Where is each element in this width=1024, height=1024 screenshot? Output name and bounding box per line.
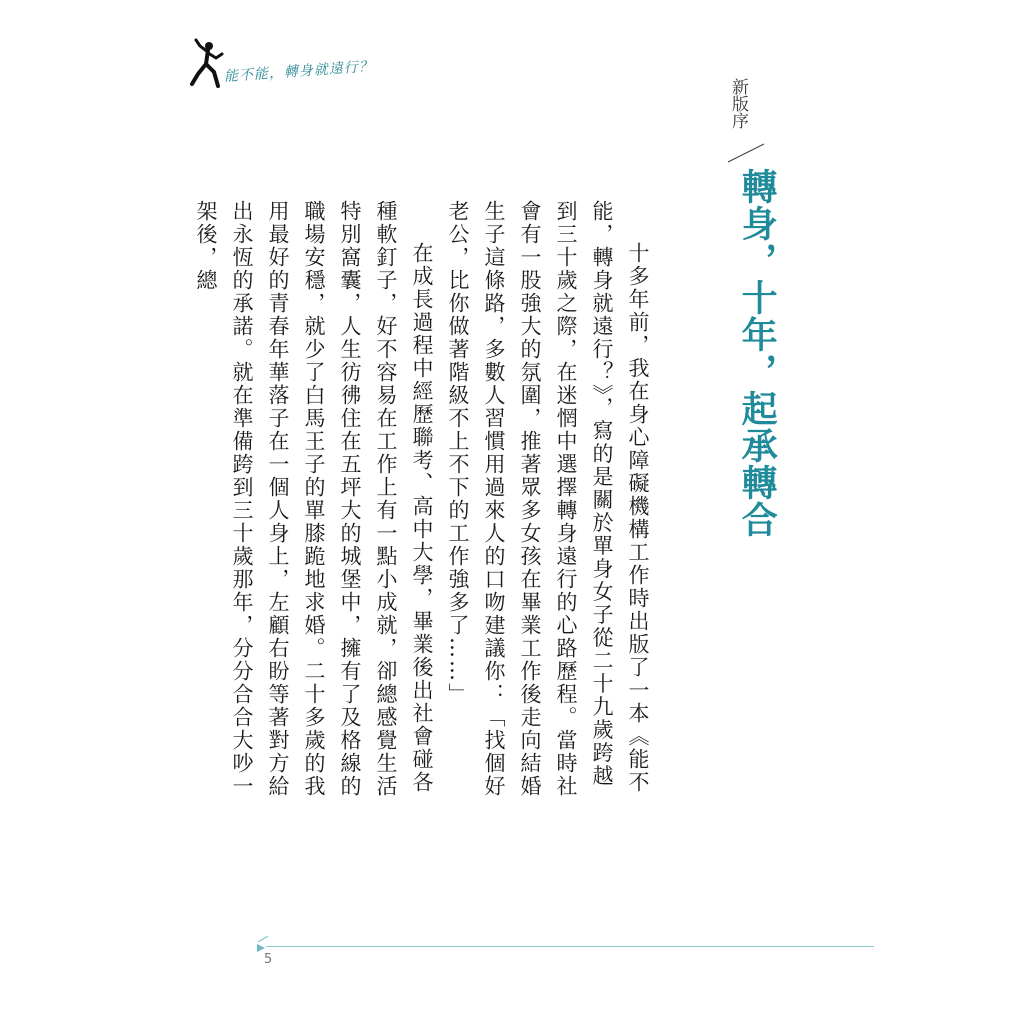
footer-rule xyxy=(266,946,874,947)
chapter-label-text: 新版序 xyxy=(728,78,748,129)
paragraph: 十多年前，我在身心障礙機構工作時出版了一本《能不能，轉身就遠行？》，寫的是關於單身女子從二十九歲跨越到三十歲之際，在迷惘中選擇轉身遠行的心路歷程。當時社會有一股強大的氛圍，推著眾多女孩在畢業工作後走向結婚生子這條路，多數人習慣用過來人的口吻建議你：「找個好老公，比你做著階級不上不下的工作強多了……」 xyxy=(446,200,650,798)
running-header-title: 能不能，轉身就遠行？ xyxy=(223,58,375,85)
slash-divider-icon xyxy=(724,142,768,164)
running-person-icon xyxy=(188,38,228,90)
page-number: 5 xyxy=(264,952,273,967)
chapter-title: 轉身，十年，起承轉合 xyxy=(736,168,778,538)
body-text xyxy=(188,200,656,800)
paragraph: 在成長過程中經歷聯考、高中大學，畢業後出社會碰各種軟釘子，好不容易在工作上有一點小成就，卻總感覺生活特別窩囊，人生彷彿住在五坪大的城堡中，擁有了及格線的職場安穩，就少了白馬王子的單膝跪地求婚。二十多歲的我用最好的青春年華落子在一個人身上，左顧右盼等著對方給出永恆的承諾。就在準備跨到三十歲那年，分分合合大吵一架後，總 xyxy=(194,200,434,798)
chapter-label xyxy=(722,78,762,168)
running-header xyxy=(188,38,388,94)
